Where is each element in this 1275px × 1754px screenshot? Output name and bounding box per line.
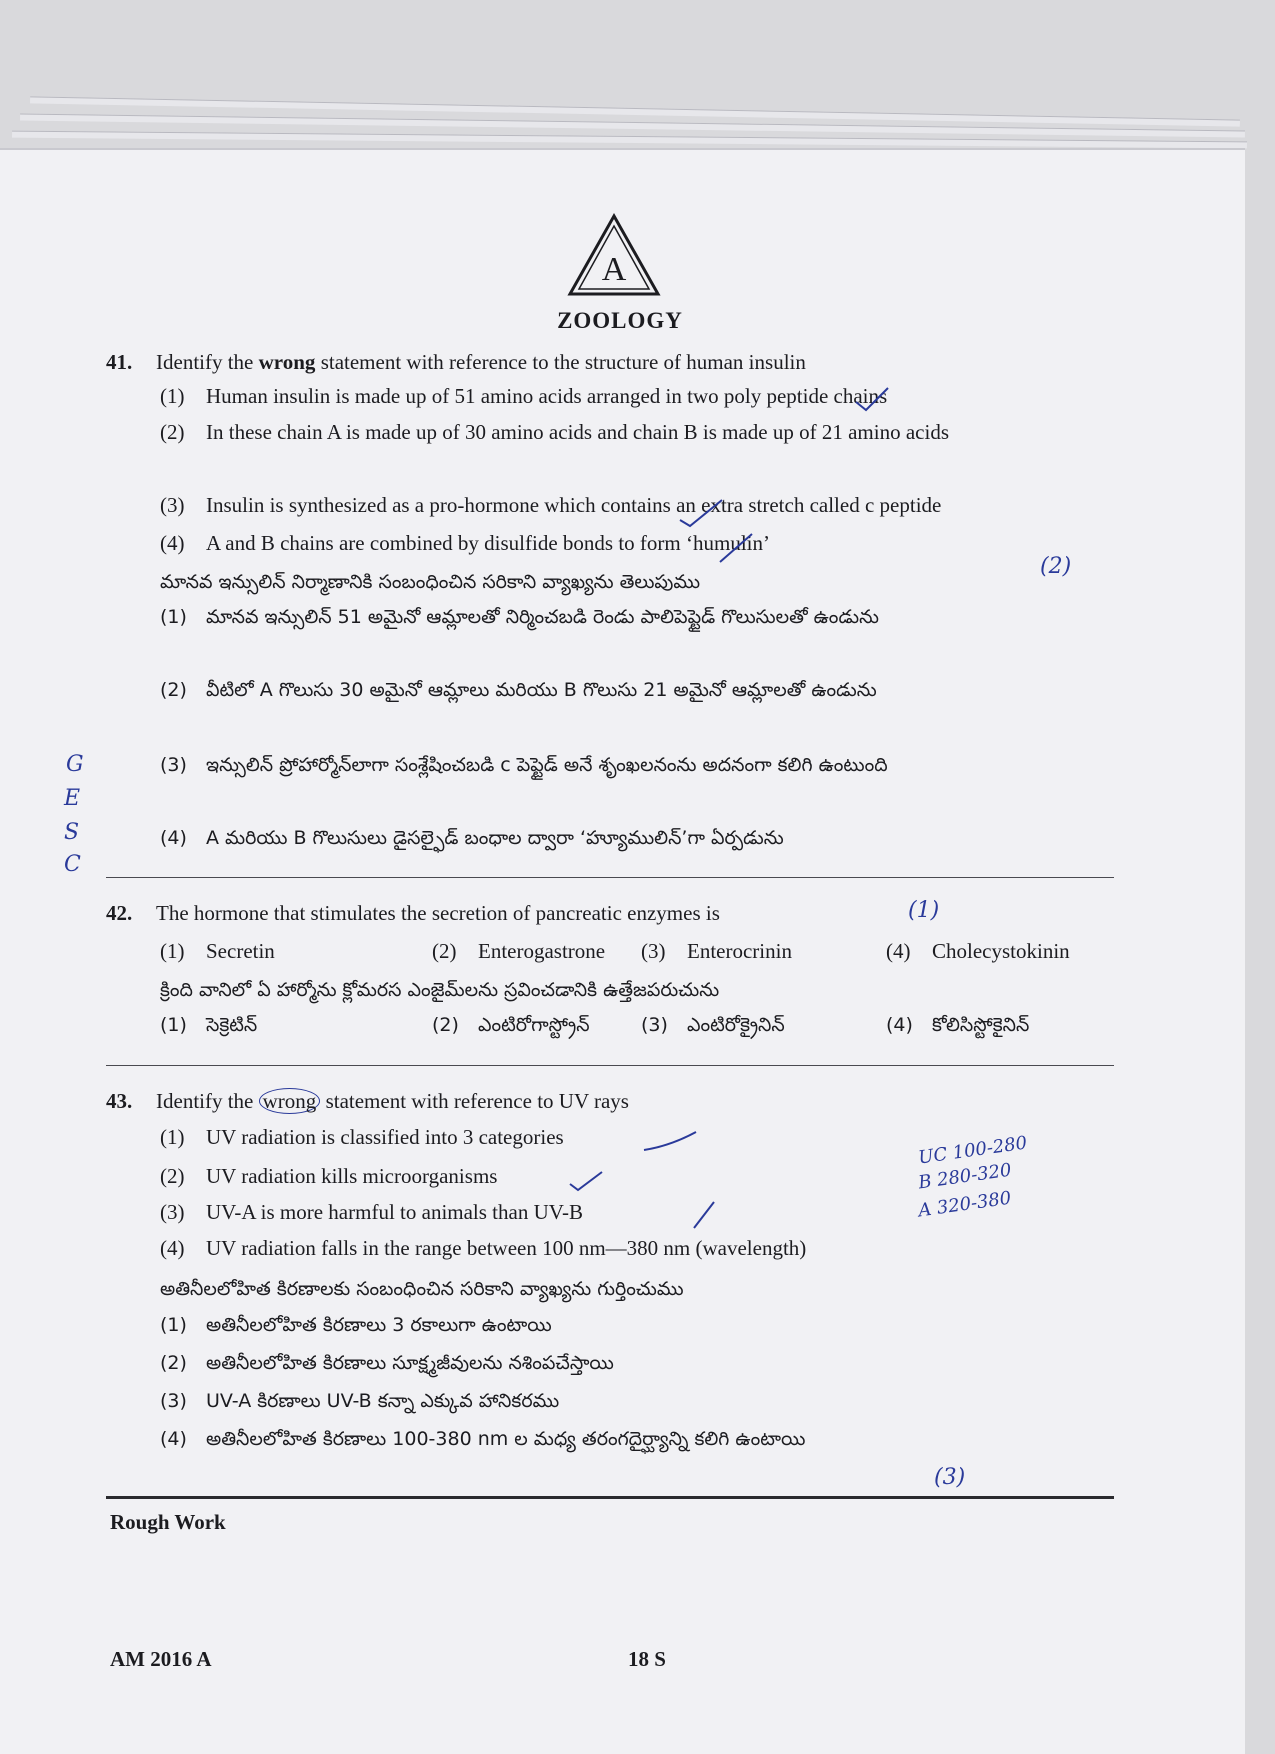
handwritten-answer-41: (2) (1040, 554, 1072, 579)
question-41-option-1[interactable]: (1) Human insulin is made up of 51 amino acids arranged in two poly peptide chains (160, 384, 888, 408)
handwritten-answer-43: (3) (934, 1465, 966, 1490)
check-mark-icon (688, 1198, 718, 1232)
subject-heading: ZOOLOGY (557, 308, 683, 333)
question-42-option-1[interactable]: (1) Secretin (160, 939, 275, 963)
margin-note-1: G (66, 752, 84, 777)
handwritten-note-uva: A 320-380 (916, 1187, 1013, 1222)
question-41-option-2[interactable]: (2) In these chain A is made up of 30 amino acids and chain B is made up of 21 amino acids (160, 420, 949, 444)
question-42-telugu-option-2[interactable]: (2) ఎంటిరోగాస్ట్రోన్ (432, 1014, 590, 1036)
question-41-telugu-option-3[interactable]: (3) ఇన్సులిన్ ప్రోహార్మోన్‌లాగా సంశ్లేషించబడి c పెప్టైడ్ అనే శృంఖలనంను అదనంగా కలిగి ఉంటుంది (160, 754, 888, 776)
question-42-option-4[interactable]: (4) Cholecystokinin (886, 939, 1070, 963)
booklet-series-emblem (566, 212, 662, 298)
question-43-telugu-option-2[interactable]: (2) అతినీలలోహిత కిరణాలు సూక్ష్మజీవులను నశింపచేస్తాయి (160, 1352, 614, 1374)
check-mark-icon (640, 1130, 700, 1160)
check-mark-icon (676, 496, 726, 530)
rough-work-separator (106, 1496, 1114, 1499)
question-41-telugu-option-1[interactable]: (1) మానవ ఇన్సులిన్ 51 అమైనో ఆమ్లాలతో నిర్మించబడి రెండు పాలిపెప్టైడ్ గొలుసులతో ఉండును (160, 606, 879, 628)
question-43-option-2[interactable]: (2) UV radiation kills microorganisms (160, 1164, 498, 1188)
question-43-telugu-option-4[interactable]: (4) అతినీలలోహిత కిరణాలు 100-380 nm ల మధ్య తరంగదైర్ఘ్యాన్ని కలిగి ఉంటాయి (160, 1428, 806, 1450)
question-41-stem-telugu: మానవ ఇన్సులిన్ నిర్మాణానికి సంబంధించిన సరికాని వ్యాఖ్యను తెలుపుము (160, 571, 701, 593)
separator-42 (106, 1065, 1114, 1066)
question-43-telugu-option-3[interactable]: (3) UV-A కిరణాలు UV-B కన్నా ఎక్కువ హానికరము (160, 1390, 560, 1412)
question-43-option-3[interactable]: (3) UV-A is more harmful to animals than UV-B (160, 1200, 583, 1224)
separator-41 (106, 877, 1114, 878)
question-43-telugu-option-1[interactable]: (1) అతినీలలోహిత కిరణాలు 3 రకాలుగా ఉంటాయి (160, 1314, 552, 1336)
question-42-option-2[interactable]: (2) Enterogastrone (432, 939, 606, 963)
question-41-stem: 41. Identify the wrong statement with reference to the structure of human insulin (106, 350, 806, 374)
question-41-option-3[interactable]: (3) Insulin is synthesized as a pro-hormone which contains an extra stretch called c peptide (160, 493, 942, 517)
question-43-stem-telugu: అతినీలలోహిత కిరణాలకు సంబంధించిన సరికాని వ్యాఖ్యను గుర్తించుము (160, 1278, 684, 1300)
question-43-stem: 43. Identify the wrong statement with reference to UV rays (106, 1089, 629, 1113)
question-number: 41. (106, 350, 133, 374)
question-41-option-4[interactable]: (4) A and B chains are combined by disulfide bonds to form ‘humulin’ (160, 531, 770, 555)
handwritten-note-uvb: B 280-320 (916, 1159, 1013, 1194)
margin-note-4: C (64, 852, 81, 877)
margin-note-2: E (64, 786, 81, 811)
question-41-telugu-option-4[interactable]: (4) A మరియు B గొలుసులు డైసల్ఫైడ్ బంధాల ద్వారా ‘హ్యూములిన్’గా ఏర్పడును (160, 827, 784, 849)
check-mark-icon (566, 1166, 606, 1196)
rough-work-label: Rough Work (110, 1510, 226, 1534)
question-43-option-4[interactable]: (4) UV radiation falls in the range between 100 nm—380 nm (wavelength) (160, 1236, 807, 1260)
circled-word: wrong (259, 1088, 321, 1114)
question-42-option-3[interactable]: (3) Enterocrinin (641, 939, 792, 963)
question-42-telugu-option-3[interactable]: (3) ఎంటిరోక్రైనిన్ (641, 1014, 785, 1036)
handwritten-note-uvc: UC 100-280 (917, 1132, 1029, 1169)
question-43-option-1[interactable]: (1) UV radiation is classified into 3 categories (160, 1125, 564, 1149)
page-number: 18 S (628, 1647, 666, 1671)
emblem-letter: A (601, 251, 627, 288)
question-42-telugu-option-1[interactable]: (1) సెక్రెటిన్ (160, 1014, 258, 1036)
question-41-telugu-option-2[interactable]: (2) వీటిలో A గొలుసు 30 అమైనో ఆమ్లాలు మరియు B గొలుసు 21 అమైనో ఆమ్లాలతో ఉండును (160, 679, 877, 701)
handwritten-answer-42: (1) (908, 898, 940, 923)
question-42-stem-telugu: క్రింది వానిలో ఏ హార్మోను క్లోమరస ఎంజైమ్‌లను స్రవించడానికి ఉత్తేజపరుచును (160, 979, 720, 1001)
check-mark-icon (852, 384, 892, 414)
margin-note-3: S (64, 820, 80, 845)
question-42-stem: 42. The hormone that stimulates the secretion of pancreatic enzymes is (106, 901, 720, 925)
question-42-telugu-option-4[interactable]: (4) కోలిసిస్టోకైనిన్ (886, 1014, 1030, 1036)
check-mark-icon (716, 530, 756, 566)
booklet-code: AM 2016 A (110, 1647, 212, 1671)
